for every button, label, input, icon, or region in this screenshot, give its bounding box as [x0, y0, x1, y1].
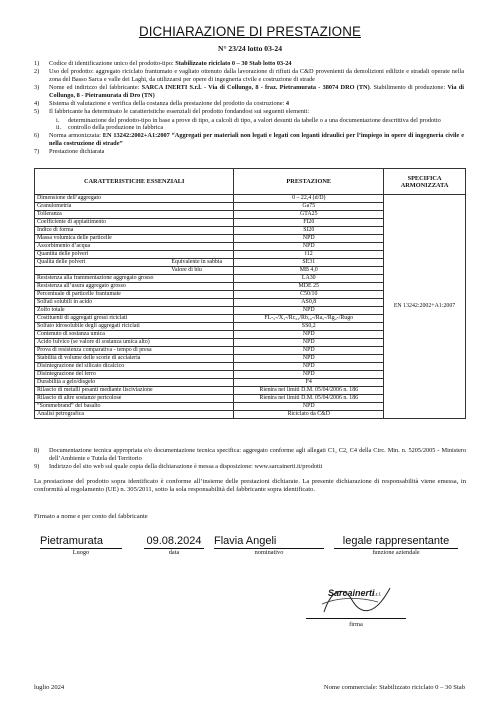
performance-cell: Ga75	[234, 203, 384, 211]
performance-cell: NPD	[234, 243, 384, 251]
item-6: 6) Norma armonizzata: EN 13242:2002+A1:2007 “Aggregati per materiali non legati e legati con leganti idraulici per l’impiego in opere di ingegneria civile e nella costruzione di strade”	[34, 132, 464, 147]
document-number: N° 23/24 lotto 03-24	[218, 44, 282, 53]
characteristic-cell: Qualità delle polveri Equivalente in sabbia	[35, 259, 234, 267]
item-9: 9) Indirizzo del sito web sul quale copia della dichiarazione è messa a disposizione: www.sarcainerti.it/prodotti	[34, 462, 323, 470]
performance-cell: MB 4,0	[234, 267, 384, 275]
item-5-ii: ii. controllo della produzione in fabbrica	[56, 124, 164, 132]
characteristic-cell: Coefficiente di appiattimento	[35, 219, 234, 227]
item-2: 2) Uso del prodotto: aggregato riciclato frantumato e vagliato ottenuto dalla lavorazione di rifiuti da C&D provenienti da demolizioni edilizie e stradali operate nella zona del Basso Sarca e valle dei Laghi, da utilizzarsi per opere di ingegneria civile e costruzione di strade	[34, 68, 464, 83]
performance-cell: F4	[234, 379, 384, 387]
performance-cell: NPD	[234, 307, 384, 315]
svg-text:Sarcainerti: Sarcainerti	[328, 588, 375, 598]
signature-line	[306, 618, 406, 619]
performance-cell: SS0,2	[234, 323, 384, 331]
declaration-items	[34, 60, 464, 156]
date-value: 09.08.2024	[144, 535, 204, 549]
footer-product-name: Nome commerciale: Stabilizzato riciclato 0 – 30 Stab	[323, 684, 465, 691]
signed-for-label: Firmato a nome e per conto del fabbricante	[34, 513, 148, 520]
closing-items	[34, 447, 466, 471]
place-value: Pietramurata	[40, 535, 122, 549]
performance-cell: LA30	[234, 275, 384, 283]
performance-cell: SI20	[234, 227, 384, 235]
item-8: 8) Documentazione tecnica appropriata e/o documentazione tecnica specifica: aggregato conforme agli allegati C1, C2, C4 della Circ. Min. n. 5205/2005 - Ministero dell’Ambiente e Tutela del Territorio	[34, 447, 466, 462]
characteristic-cell: Rilascio di metalli pesanti mediante lisciviazione	[35, 387, 234, 395]
characteristic-cell: Disintegrazione del ferro	[35, 371, 234, 379]
performance-cell: 0 – 22,4 (d/D)	[234, 195, 384, 203]
performance-cell: C50/10	[234, 291, 384, 299]
characteristic-cell: Prova di resistenza comparativa - tempo di presa	[35, 347, 234, 355]
performance-cell: FI20	[234, 219, 384, 227]
performance-cell: NPD	[234, 363, 384, 371]
name-value: Flavia Angeli	[214, 535, 324, 549]
role-block	[334, 535, 458, 565]
characteristic-cell: Resistenza all’usura aggregato grosso	[35, 283, 234, 291]
characteristic-cell: Valore di blu	[35, 267, 234, 275]
name-label: nominativo	[254, 549, 284, 557]
characteristic-cell: Tolleranza	[35, 211, 234, 219]
performance-cell: Riciclato da C&D	[234, 411, 384, 419]
performance-cell: FL-₅-/X₁-/Rc₂₂/Rb₁₀-/Ra₅-/Rg₂-/Rugo	[234, 315, 384, 323]
document-title: DICHIARAZIONE DI PRESTAZIONE	[138, 24, 362, 39]
performance-cell: NPD	[234, 403, 384, 411]
characteristic-cell: Massa volumica delle particelle	[35, 235, 234, 243]
performance-cell: NPD	[234, 235, 384, 243]
item-3: 3) Nome ed indirizzo del fabbricante: SARCA INERTI S.r.l. - Via di Collungo, 8 - fraz. Pietramurata - 38074 DRO (TN). Stabilimento di produzione: Via di Collungo, 8 - Pietramurata di Dro (TN)	[34, 84, 465, 99]
characteristic-cell: “Sommebrand” del basalto	[35, 403, 234, 411]
item-5: 5) Il fabbricante ha determinato le caratteristiche essenziali del prodotto fondandosi sui seguenti elementi:	[34, 108, 310, 116]
performance-cell: Rientra nei limiti D.M. 05/04/2006 n. 186	[234, 395, 384, 403]
characteristic-cell: Costituenti di aggregati grossi riciclati	[35, 315, 234, 323]
performance-cell: NPD	[234, 347, 384, 355]
performance-cell: Rientra nei limiti D.M. 05/04/2006 n. 186	[234, 387, 384, 395]
specification-cell: EN 13242:2002+A1:2007	[384, 195, 466, 419]
footer-date: luglio 2024	[34, 684, 65, 691]
characteristic-cell: Acido fulvico (se valore di sostanza umica alto)	[35, 339, 234, 347]
characteristic-cell: Contenuto di sostanza umica	[35, 331, 234, 339]
performance-cell: SE31	[234, 259, 384, 267]
characteristic-cell: Analisi petrografica	[35, 411, 234, 419]
characteristic-cell: Stabilità di volume delle scorie di acciaieria	[35, 355, 234, 363]
performance-cell: GTA25	[234, 211, 384, 219]
performance-cell: f12	[234, 251, 384, 259]
conformity-statement: La prestazione del prodotto sopra identificato è conforme all’insieme delle prestazioni dichiarate. La presente dichiarazione di responsabilità viene emessa, in conformità al regolamento (UE) n. 305/2011, sotto la sola responsabilità del fabbricante sopra identificato.	[34, 478, 466, 494]
company-stamp	[316, 582, 396, 618]
role-label: funzione aziendale	[372, 549, 420, 557]
characteristic-cell: Durabilità a gelo/disgelo	[35, 379, 234, 387]
characteristic-cell: Rilascio di altre sostanze pericolose	[35, 395, 234, 403]
place-block	[40, 535, 122, 565]
performance-cell: NPD	[234, 331, 384, 339]
performance-cell: AS0,8	[234, 299, 384, 307]
date-label: data	[168, 549, 180, 557]
item-5-i: i. determinazione del prodotto-tipo in base a prove di tipo, a calcoli di tipo, a valori desunti da tabelle o a una documentazione descrittiva del prodotto	[56, 116, 441, 124]
svg-text:s.r.l.: s.r.l.	[372, 592, 382, 598]
signature-label: firma	[349, 621, 363, 628]
characteristic-cell: Zolfo totale	[35, 307, 234, 315]
performance-cell: NPD	[234, 371, 384, 379]
item-4: 4) Sistema di valutazione e verifica della costanza della prestazione del prodotto da costruzione: 4	[34, 100, 290, 108]
header-specification: SPECIFICA ARMONIZZATA	[384, 169, 466, 195]
performance-cell: MDE 25	[234, 283, 384, 291]
name-block	[214, 535, 324, 565]
characteristic-cell: Solfati solubili in acido	[35, 299, 234, 307]
characteristic-cell: Assorbimento d’acqua	[35, 243, 234, 251]
characteristic-cell: Granulometria	[35, 203, 234, 211]
performance-cell: NPD	[234, 339, 384, 347]
characteristic-cell: Percentuale di particelle frantumate	[35, 291, 234, 299]
item-7: 7) Prestazione dichiarata	[34, 147, 105, 155]
place-label: Luogo	[72, 549, 90, 557]
company-stamp-signature-icon	[316, 582, 396, 618]
table-header-row	[35, 169, 466, 195]
performance-cell: NPD	[234, 355, 384, 363]
table-row	[35, 195, 466, 203]
performance-table	[34, 168, 466, 419]
date-block	[144, 535, 204, 565]
item-1: 1) Codice di identificazione unico del prodotto-tipo: Stabilizzato riciclato 0 – 30 Stab lotto 03-24	[34, 60, 292, 67]
characteristic-cell: Indice di forma	[35, 227, 234, 235]
header-performance: PRESTAZIONE	[234, 169, 384, 195]
characteristic-cell: Resistenza alla frammentazione aggregato grosso	[35, 275, 234, 283]
role-value: legale rappresentante	[334, 535, 458, 549]
characteristic-cell: Dimensione dell’aggregato	[35, 195, 234, 203]
characteristic-cell: Solfato idrosolubile degli aggregati riciclati	[35, 323, 234, 331]
header-characteristics: CARATTERISTICHE ESSENZIALI	[35, 169, 234, 195]
characteristic-cell: Disintegrazione del silicato dicalcico	[35, 363, 234, 371]
characteristic-cell: Quantità delle polveri	[35, 251, 234, 259]
